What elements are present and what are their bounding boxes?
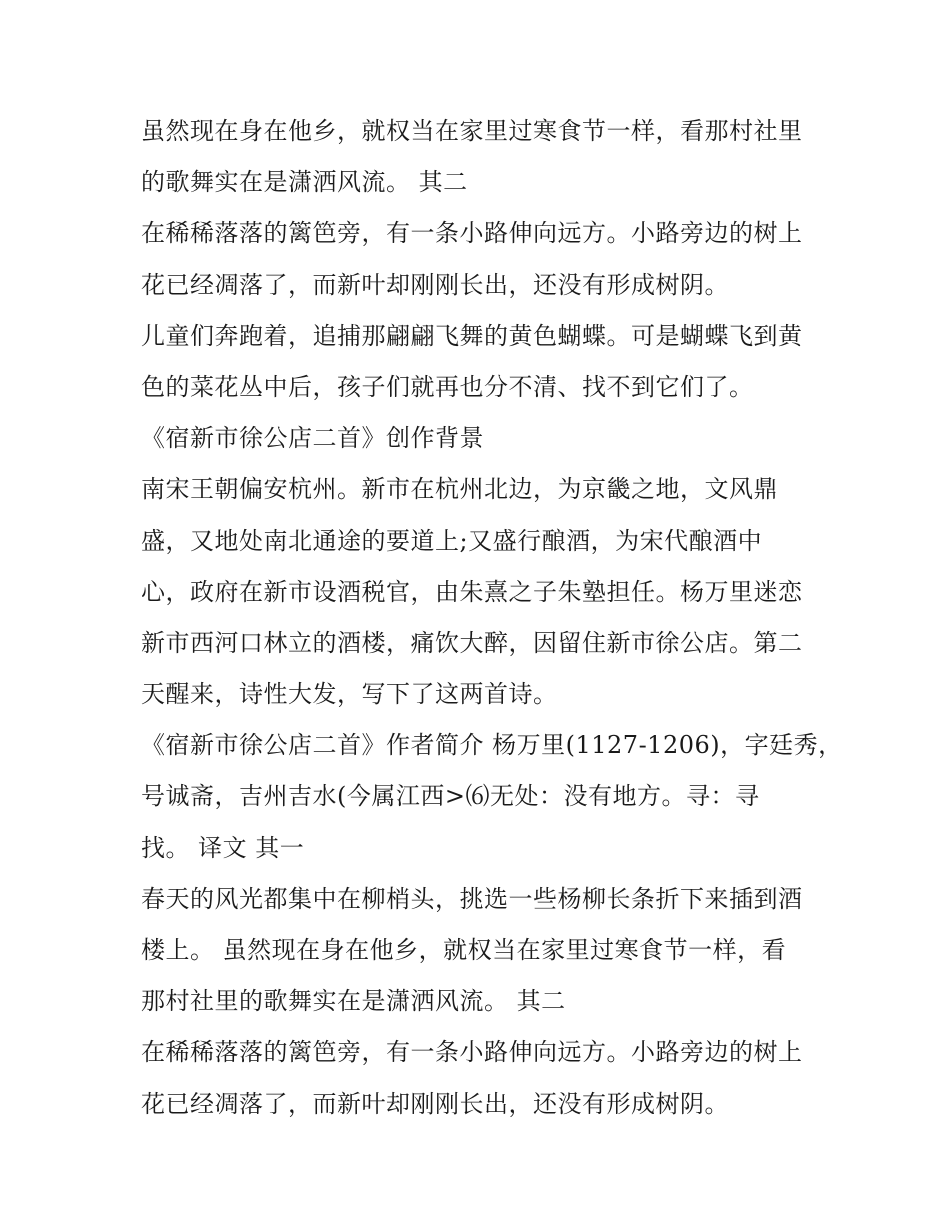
section-heading: 《宿新市徐公店二首》创作背景: [141, 424, 484, 453]
text-line: 虽然现在身在他乡，就权当在家里过寒食节一样，看那村社里: [141, 117, 803, 145]
text-line: 儿童们奔跑着，追捕那翩翩飞舞的黄色蝴蝶。可是蝴蝶飞到黄: [141, 321, 803, 350]
text-line: 花已经凋落了，而新叶却刚刚长出，还没有形成树阴。: [141, 1089, 729, 1118]
text-line: 找。 译文 其一: [141, 833, 305, 862]
text-line: 盛，又地处南北通途的要道上;又盛行酿酒，为宋代酿酒中: [141, 526, 763, 555]
text-line: 心，政府在新市设酒税官，由朱熹之子朱塾担任。杨万里迷恋: [141, 577, 803, 606]
text-line: 春天的风光都集中在柳梢头，挑选一些杨柳长条折下来插到酒: [141, 884, 803, 913]
text-line: 色的菜花丛中后，孩子们就再也分不清、找不到它们了。: [141, 372, 754, 401]
text-line: 《宿新市徐公店二首》作者简介 杨万里(1127-1206)，字廷秀，: [141, 731, 843, 760]
text-line: 号诚斋，吉州吉水(今属江西>⑹无处：没有地方。寻：寻: [141, 782, 760, 811]
text-line: 楼上。 虽然现在身在他乡，就权当在家里过寒食节一样，看: [141, 936, 787, 964]
text-line: 在稀稀落落的篱笆旁，有一条小路伸向远方。小路旁边的树上: [141, 219, 803, 248]
body-text: [141, 111, 841, 1135]
text-line: 那村社里的歌舞实在是潇洒风流。 其二: [141, 987, 566, 1016]
text-line: 花已经凋落了，而新叶却刚刚长出，还没有形成树阴。: [141, 270, 729, 299]
text-line: 天醒来，诗性大发，写下了这两首诗。: [141, 680, 558, 709]
text-line: 的歌舞实在是潇洒风流。 其二: [141, 168, 468, 197]
text-line: 在稀稀落落的篱笆旁，有一条小路伸向远方。小路旁边的树上: [141, 1038, 803, 1067]
text-line: 南宋王朝偏安杭州。新市在杭州北边，为京畿之地，文风鼎: [141, 475, 778, 504]
text-line: 新市西河口林立的酒楼，痛饮大醉，因留住新市徐公店。第二: [141, 628, 803, 657]
